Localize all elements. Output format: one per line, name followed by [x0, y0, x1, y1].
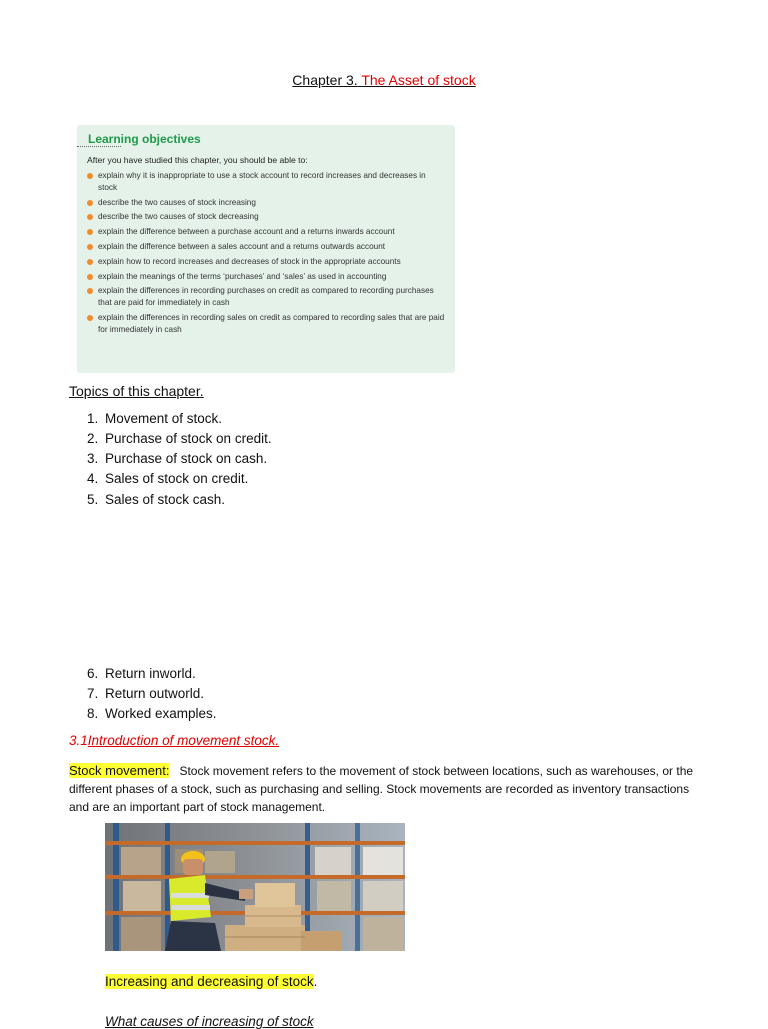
topic-number: 5. [87, 492, 99, 507]
definition-text: Stock movement refers to the movement of stock between locations, such as warehouses, or the different phases of a stock, such as purchasing and selling. Stock movements are recorded as inventory transactions and are an important part of stock management. [69, 764, 694, 814]
objective-item [87, 197, 447, 209]
objective-item [87, 285, 447, 309]
what-causes-heading: What causes of increasing of stock [105, 1014, 314, 1029]
objective-item [87, 271, 447, 283]
chapter-title [0, 72, 768, 88]
chapter-title-highlight: The Asset of stock [361, 72, 476, 88]
objective-text: explain how to record increases and decreases of stock in the appropriate accounts [98, 256, 401, 266]
topic-number: 1. [87, 411, 99, 426]
topic-text: Purchase of stock on cash. [105, 451, 268, 466]
objective-item [87, 226, 447, 238]
objective-item [87, 211, 447, 223]
topic-text: Worked examples. [105, 706, 217, 721]
bullet-icon [87, 244, 93, 250]
topic-text: Movement of stock. [105, 411, 223, 426]
objective-item [87, 256, 447, 268]
bullet-icon [87, 259, 93, 265]
bullet-icon [87, 214, 93, 220]
chapter-title-prefix: Chapter 3. [292, 72, 358, 88]
topic-text: Purchase of stock on credit. [105, 431, 272, 446]
topic-item [87, 684, 204, 704]
learning-objectives-intro: After you have studied this chapter, you should be able to: [87, 155, 308, 165]
bullet-icon [87, 229, 93, 235]
heading-suffix: . [313, 974, 318, 989]
stock-movement-paragraph [69, 762, 704, 816]
topic-item [87, 409, 222, 429]
topic-number: 8. [87, 706, 99, 721]
topic-number: 2. [87, 431, 99, 446]
bullet-icon [87, 173, 93, 179]
bullet-icon [87, 200, 93, 206]
topic-text: Return outworld. [105, 686, 205, 701]
section-number: 3.1 [69, 733, 88, 748]
topic-item [87, 664, 196, 684]
objective-item [87, 170, 447, 194]
objective-text: explain why it is inappropriate to use a stock account to record increases and decreases in stock [98, 171, 426, 192]
topic-text: Return inworld. [105, 666, 196, 681]
bullet-icon [87, 315, 93, 321]
objective-item [87, 312, 447, 336]
objective-text: describe the two causes of stock increasing [98, 197, 256, 207]
topic-number: 4. [87, 471, 99, 486]
objective-text: explain the difference between a purchase account and a returns inwards account [98, 227, 395, 237]
topic-number: 3. [87, 451, 99, 466]
objective-item [87, 241, 447, 253]
heading-divider [77, 146, 121, 147]
increasing-decreasing-heading [105, 974, 317, 989]
learning-objectives-list [87, 170, 447, 339]
warehouse-worker-photo [105, 823, 405, 951]
objective-text: explain the meanings of the terms ‘purchases’ and ‘sales’ as used in accounting [98, 271, 387, 281]
topic-item [87, 449, 267, 469]
learning-objectives-heading: Learning objectives [88, 132, 201, 146]
topic-item [87, 490, 225, 510]
objective-text: explain the difference between a sales account and a returns outwards account [98, 241, 386, 251]
highlighted-heading: Increasing and decreasing of stock [105, 974, 314, 989]
bullet-icon [87, 288, 93, 294]
highlighted-term: Stock movement: [69, 763, 170, 778]
topic-item [87, 704, 217, 724]
topic-item [87, 429, 272, 449]
topic-item [87, 469, 248, 489]
topic-number: 6. [87, 666, 99, 681]
topic-text: Sales of stock cash. [105, 492, 226, 507]
bullet-icon [87, 274, 93, 280]
topic-number: 7. [87, 686, 99, 701]
topic-text: Sales of stock on credit. [105, 471, 249, 486]
section-heading [69, 733, 279, 748]
topics-heading: Topics of this chapter. [69, 383, 204, 399]
objective-text: explain the differences in recording sales on credit as compared to recording sales that are paid for immediately in cash [98, 312, 445, 334]
objective-text: explain the differences in recording purchases on credit as compared to recording purchases that are paid for immediately in cash [98, 286, 434, 308]
objective-text: describe the two causes of stock decreasing [98, 212, 259, 222]
section-title: Introduction of movement stock. [87, 733, 280, 748]
